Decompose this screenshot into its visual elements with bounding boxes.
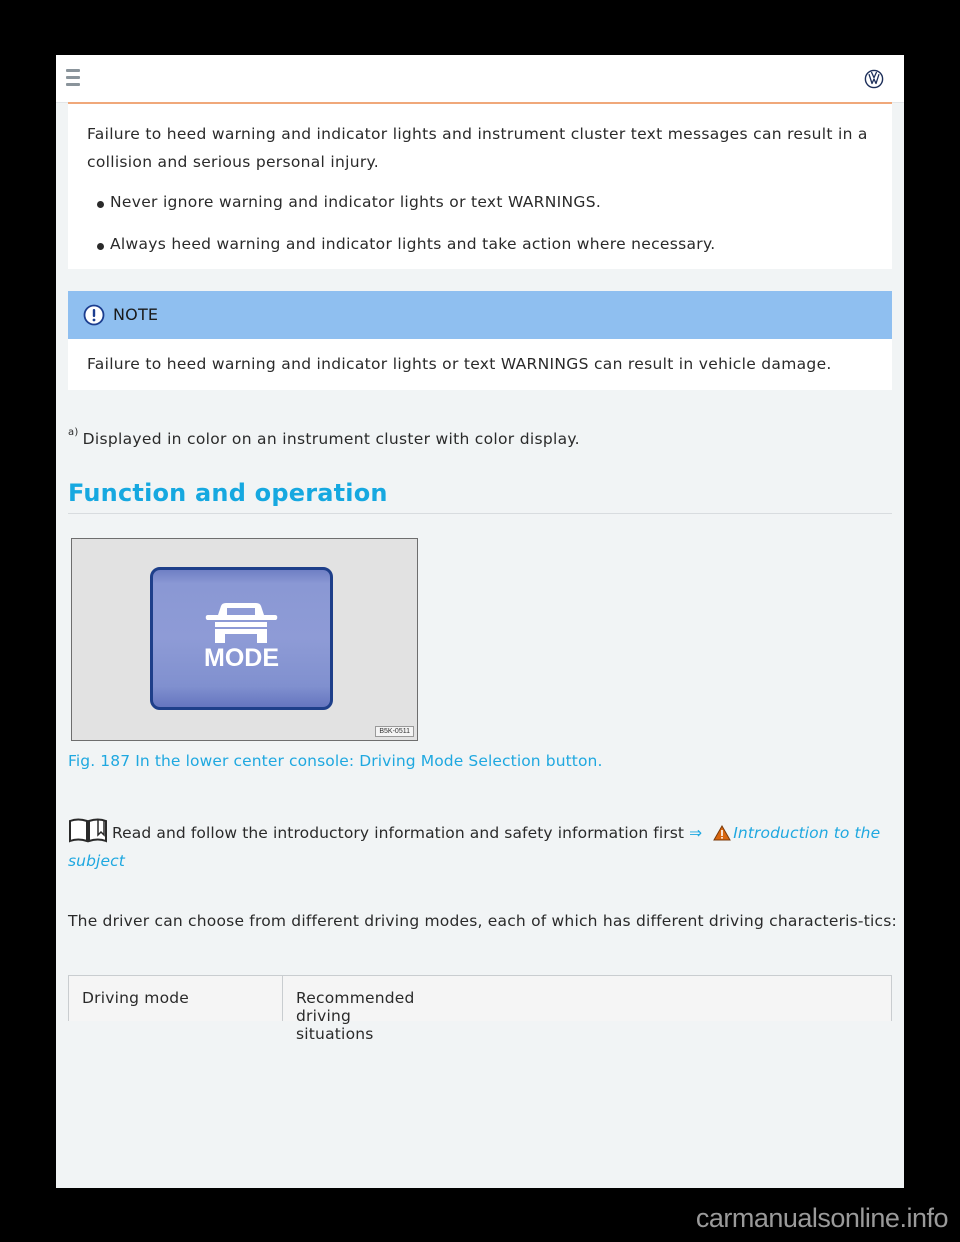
hamburger-icon[interactable]: [66, 69, 80, 88]
section-divider: [68, 513, 892, 514]
warning-box: [68, 102, 892, 269]
car-icon: [203, 602, 279, 646]
warning-triangle-icon: [713, 825, 731, 841]
note-body: Failure to heed warning and indicator lights or text WARNINGS can result in vehicle damage.: [87, 355, 832, 373]
figure-image: [71, 538, 418, 741]
arrow-icon: ⇒: [689, 824, 703, 842]
note-title: NOTE: [113, 305, 159, 324]
top-bar: [56, 55, 904, 103]
introduction-link[interactable]: Introduction to the subject: [68, 824, 881, 870]
book-icon: [68, 817, 108, 843]
intro-reference: [68, 817, 898, 875]
body-paragraph: The driver can choose from different driving modes, each of which has different driving characteris-tics:: [68, 912, 897, 930]
warning-text-line2: collision and serious personal injury.: [87, 153, 380, 171]
footnote-text: Displayed in color on an instrument cluster with color display.: [82, 430, 580, 448]
note-header: [68, 291, 892, 339]
footnote: [68, 427, 580, 448]
table-header-driving-mode: Driving mode: [69, 976, 283, 1021]
exclamation-circle-icon: [83, 304, 105, 326]
mode-button-illustration: [150, 567, 333, 710]
intro-text: Read and follow the introductory information and safety information first: [112, 824, 685, 842]
note-box: [68, 291, 892, 390]
footnote-marker: a): [68, 427, 79, 438]
watermark: carmanualsonline.info: [695, 1203, 948, 1233]
figure-caption: Fig. 187 In the lower center console: Driving Mode Selection button.: [68, 752, 603, 770]
section-title: Function and operation: [68, 479, 388, 507]
warning-text-line1: Failure to heed warning and indicator lights and instrument cluster text messages can result in a: [87, 125, 868, 143]
mode-label: MODE: [204, 644, 279, 672]
warning-bullet: Always heed warning and indicator lights and take action where necessary.: [97, 235, 715, 253]
vw-logo-icon[interactable]: [864, 69, 884, 89]
warning-bullet: Never ignore warning and indicator lights or text WARNINGS.: [97, 193, 601, 211]
manual-viewport: [56, 55, 904, 1188]
driving-mode-table: Driving mode Recommended driving situations: [68, 975, 892, 1021]
figure-code: B5K-0511: [375, 726, 414, 737]
